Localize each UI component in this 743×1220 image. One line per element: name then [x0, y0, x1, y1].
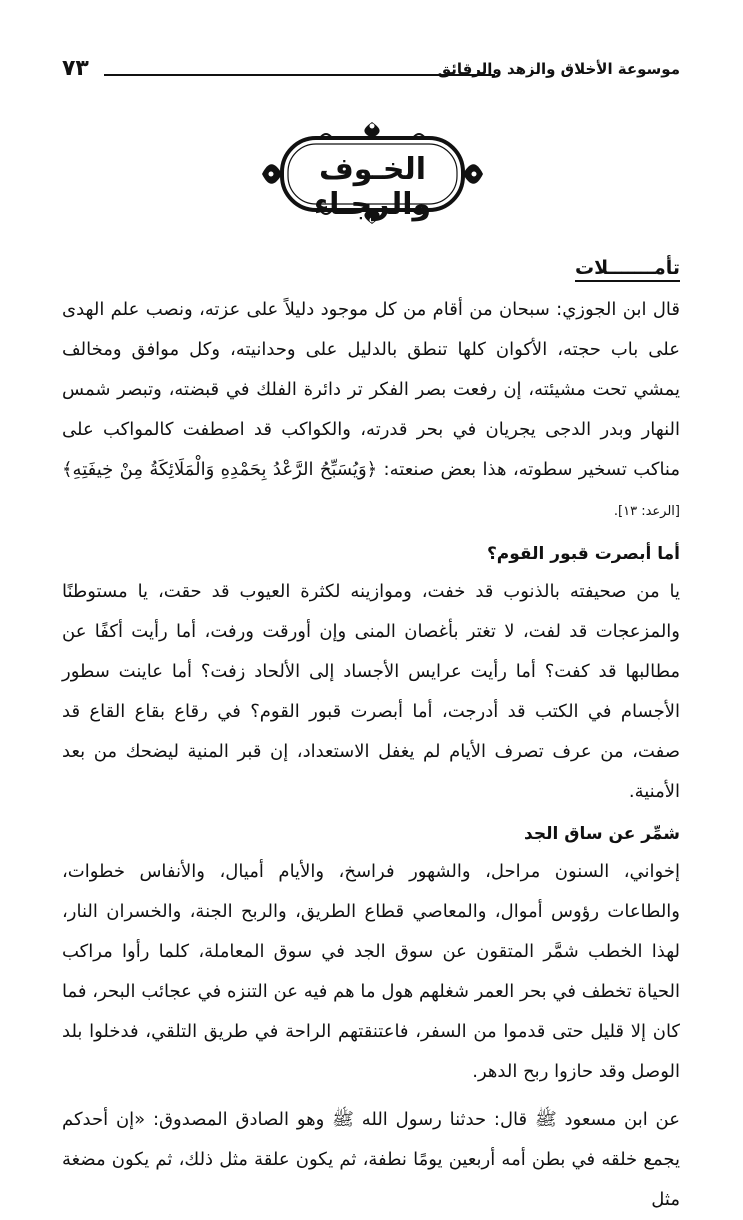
- paragraph-hadith: عن ابن مسعود ﷺ قال: حدثنا رسول الله ﷺ وهو الصادق المصدوق: «إن أحدكم يجمع خلقه في بطن أمه أربعين يومًا نطفة، ثم يكون علقة مثل ذلك، ثم يكون مضغة مثل: [62, 1109, 680, 1210]
- page-body: [62, 248, 680, 1220]
- page-number: ٧٣: [62, 56, 89, 81]
- section-heading-reflections: تأمـــــــلات: [62, 248, 680, 288]
- header-rule: [104, 74, 495, 76]
- chapter-title-ornament: [260, 118, 485, 228]
- paragraph-ibn-aljawzi: قال ابن الجوزي: سبحان من أقام من كل موجود دليلاً على عزته، ونصب علم الهدى على باب حجته، الأكوان كلها تنطق بالدليل على وحدانيته، وكل موافق ومخالف يمشي تحت مشيئته، إن رفعت بصر الفكر تر دائرة الفلك في قبضته، وتبصر شمس النهار وبدر الدجى يجريان في بحر قدرته، والكواكب قد اصطفت كالمواكب على مناكب تسخير سطوته، هذا بعض صنعته: ﴿وَيُسَبِّحُ الرَّعْدُ بِحَمْدِهِ وَالْمَلَائِكَةُ مِنْ خِيفَتِهِ﴾ [الرعد: ١٣].: [62, 299, 680, 519]
- paragraph-graves: يا من صحيفته بالذنوب قد خفت، وموازينه لكثرة العيوب قد حقت، يا مستوطنًا والمزعجات قد لفت، لا تغتر بأغصان المنى وإن أورقت ورفت، أما رأيت أكفًا عن مطالبها قد كفت؟ أما رأيت عرايس الأجساد إلى الألحاد زفت؟ أما عاينت سطور الأجسام في الكتب قد أدرجت، أما أبصرت قبور القوم؟ في رقاع بقاع القاع قد صفت، من عرف تصرف الأيام لم يغفل الاستعداد، إن قبر المنية ليضحك من بعد الأمنية.: [62, 581, 680, 802]
- paragraph-diligence: إخواني، السنون مراحل، والشهور فراسخ، والأيام أميال، والأنفاس خطوات، والطاعات رؤوس أموال، والمعاصي قطاع الطريق، والربح الجنة، والخسران النار، لهذا الخطب شمَّر المتقون عن سوق الجد في سوق المعاملة، كلما رأوا مراكب الحياة تخطف في بحر العمر شغلهم هول ما هم فيه عن التنزه في عجائب البحر، فما كان إلا قليل حتى قدموا من السفر، فاعتنقتهم الراحة في طريق التلقي، فدخلوا بلد الوصل وقد حازوا ربح الدهر.: [62, 861, 680, 1082]
- running-header: [62, 58, 680, 86]
- section-heading-graves: أما أبصرت قبور القوم؟: [486, 544, 680, 564]
- chapter-title: الخـوف والرجـاء: [313, 152, 432, 222]
- quran-citation: [الرعد: ١٣].: [613, 504, 680, 519]
- book-title: موسوعة الأخلاق والزهد والرقائق: [437, 60, 680, 78]
- section-heading-diligence: شمِّر عن ساق الجد: [524, 824, 680, 844]
